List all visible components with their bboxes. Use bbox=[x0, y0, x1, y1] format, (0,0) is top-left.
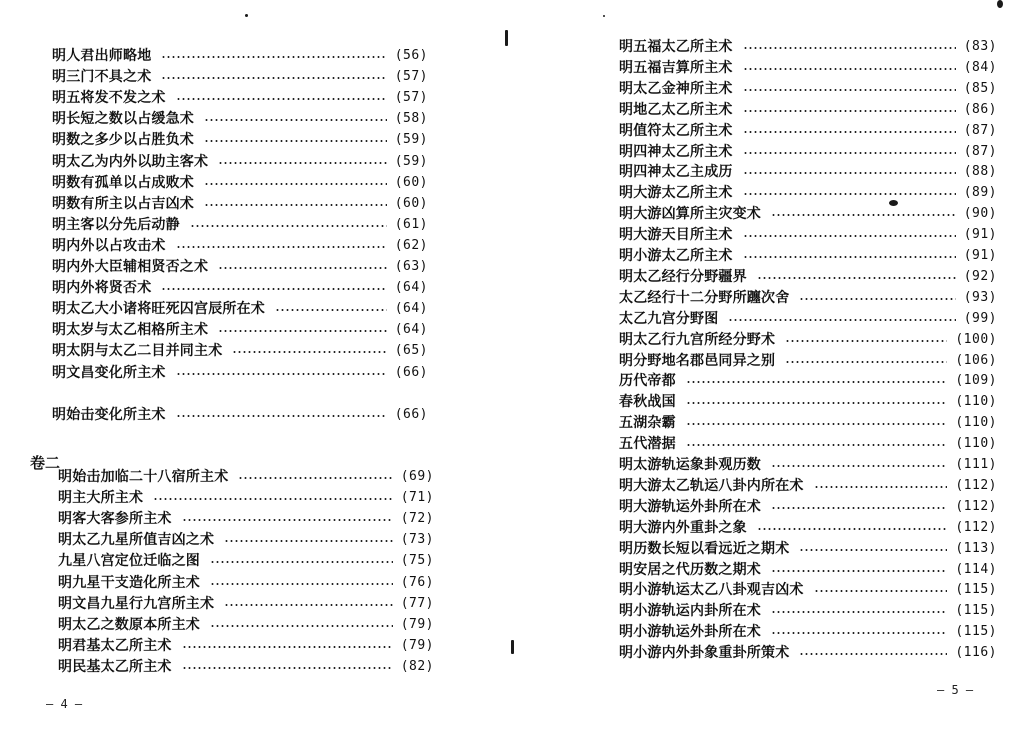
toc-entry-title: 明太岁与太乙相格所主术 bbox=[52, 322, 209, 339]
toc-entry bbox=[619, 288, 997, 308]
dot-leader bbox=[743, 110, 956, 112]
toc-entry-title: 明大游轨运外卦所在术 bbox=[619, 498, 761, 515]
toc-entry bbox=[619, 392, 997, 412]
dot-leader bbox=[232, 351, 386, 353]
toc-entry-title: 明内外大臣辅相贤否之术 bbox=[52, 259, 209, 275]
dot-leader bbox=[785, 340, 947, 342]
toc-entry bbox=[619, 37, 997, 57]
toc-entry-title: 明值符太乙所主术 bbox=[619, 122, 733, 139]
toc-entry bbox=[52, 320, 428, 340]
dot-leader bbox=[743, 152, 956, 154]
dot-leader bbox=[771, 214, 956, 216]
toc-entry-title: 明三门不具之术 bbox=[52, 69, 152, 86]
toc-entry bbox=[619, 246, 997, 266]
toc-entry-title: 明太乙大小诸将旺死囚宫辰所在术 bbox=[52, 301, 265, 318]
left-page bbox=[0, 0, 500, 733]
dot-leader bbox=[771, 632, 947, 634]
toc-entry bbox=[619, 497, 997, 517]
toc-entry bbox=[52, 173, 428, 193]
toc-entry-page: (65) bbox=[394, 343, 428, 359]
toc-entry-title: 明数有所主以占吉凶术 bbox=[52, 195, 194, 212]
toc-entry-title: 明大游太乙轨运八卦内所在术 bbox=[619, 477, 804, 494]
toc-entry-title: 明九星干支造化所主术 bbox=[58, 574, 200, 591]
toc-entry-title: 明数有孤单以占成败术 bbox=[52, 174, 194, 191]
toc-entry bbox=[52, 109, 428, 129]
toc-entry-page: (82) bbox=[400, 658, 434, 674]
toc-entry bbox=[619, 560, 997, 580]
toc-entry bbox=[58, 551, 434, 571]
toc-entry bbox=[619, 330, 997, 350]
dot-leader bbox=[799, 298, 955, 300]
toc-entry bbox=[58, 657, 434, 677]
toc-entry bbox=[619, 162, 997, 182]
page-number-left: — 4 — bbox=[46, 697, 83, 711]
dot-leader bbox=[182, 519, 393, 521]
dot-leader bbox=[771, 465, 947, 467]
toc-entry-page: (87) bbox=[963, 143, 997, 159]
toc-entry bbox=[619, 476, 997, 496]
toc-entry-page: (64) bbox=[394, 301, 428, 317]
toc-entry-title: 九星八宫定位迁临之图 bbox=[58, 553, 200, 570]
toc-entry bbox=[58, 615, 434, 635]
toc-entry-page: (57) bbox=[394, 90, 428, 106]
toc-entry-page: (60) bbox=[394, 195, 428, 211]
toc-entry bbox=[52, 363, 428, 383]
toc-entry-title: 明内外以占攻击术 bbox=[52, 237, 166, 254]
toc-entry-page: (112) bbox=[955, 477, 997, 493]
toc-entry-page: (79) bbox=[400, 616, 434, 632]
toc-entry-title: 明历数长短以看远近之期术 bbox=[619, 540, 790, 557]
dot-leader bbox=[686, 423, 948, 425]
toc-entry bbox=[52, 194, 428, 214]
toc-entry-page: (59) bbox=[394, 153, 428, 169]
dot-leader bbox=[190, 225, 387, 227]
toc-entry-title: 明分野地名郡邑同异之别 bbox=[619, 352, 776, 369]
toc-entry-page: (58) bbox=[394, 111, 428, 127]
toc-entry bbox=[619, 455, 997, 475]
toc-entry-page: (66) bbox=[394, 407, 428, 422]
toc-entry-page: (75) bbox=[400, 553, 434, 569]
toc-entry-title: 明始击变化所主术 bbox=[52, 407, 166, 423]
toc-entry-title: 明小游内外卦象重卦所策术 bbox=[619, 645, 790, 662]
toc-entry bbox=[619, 121, 997, 141]
toc-entry-title: 明君基太乙所主术 bbox=[58, 637, 172, 654]
toc-entry-page: (73) bbox=[400, 532, 434, 548]
toc-entry-title: 明内外将贤否术 bbox=[52, 280, 152, 297]
toc-entry-title: 明小游轨运内卦所在术 bbox=[619, 603, 761, 620]
dot-leader bbox=[204, 140, 387, 142]
toc-entry-title: 明文昌九星行九宫所主术 bbox=[58, 595, 215, 612]
toc-entry-title: 明长短之数以占缓急术 bbox=[52, 111, 194, 128]
toc-entry-page: (99) bbox=[963, 310, 997, 326]
dot-leader bbox=[224, 604, 392, 606]
toc-entry-page: (89) bbox=[963, 185, 997, 201]
dot-leader bbox=[743, 89, 956, 91]
toc-entry-page: (92) bbox=[963, 268, 997, 284]
toc-entry bbox=[619, 643, 997, 663]
toc-entry-title: 明五福吉算所主术 bbox=[619, 59, 733, 76]
toc-entry-page: (90) bbox=[963, 206, 997, 222]
dot-leader bbox=[686, 402, 948, 404]
toc-entry bbox=[619, 351, 997, 371]
toc-entry bbox=[52, 278, 428, 298]
toc-entry-page: (64) bbox=[394, 280, 428, 296]
toc-entry-page: (88) bbox=[963, 164, 997, 180]
dot-leader bbox=[743, 256, 956, 258]
dot-leader bbox=[275, 309, 387, 311]
dot-leader bbox=[176, 246, 387, 248]
toc-entry-title: 明五福太乙所主术 bbox=[619, 39, 733, 55]
toc-entry-page: (113) bbox=[955, 540, 997, 556]
toc-entry-title: 明大游天目所主术 bbox=[619, 227, 733, 244]
toc-entry-page: (112) bbox=[955, 519, 997, 535]
toc-entry bbox=[58, 594, 434, 614]
dot-leader bbox=[757, 277, 956, 279]
dot-leader bbox=[161, 288, 386, 290]
toc-entry-page: (59) bbox=[394, 132, 428, 148]
toc-entry bbox=[619, 601, 997, 621]
toc-entry bbox=[619, 539, 997, 559]
toc-entry-page: (116) bbox=[955, 645, 997, 661]
dot-leader bbox=[771, 611, 947, 613]
toc-entry-title: 明始击加临二十八宿所主术 bbox=[58, 469, 229, 485]
toc-entry-title: 明文昌变化所主术 bbox=[52, 364, 166, 381]
dot-leader bbox=[799, 549, 947, 551]
toc-entry-title: 明大游内外重卦之象 bbox=[619, 519, 747, 536]
dot-leader bbox=[210, 583, 393, 585]
toc-entry bbox=[619, 371, 997, 391]
toc-entry-title: 明太乙九星所值吉凶之术 bbox=[58, 532, 215, 549]
scan-speck bbox=[245, 14, 248, 17]
toc-entry-page: (110) bbox=[955, 394, 997, 410]
toc-entry-page: (91) bbox=[963, 227, 997, 243]
toc-entry-title: 明小游轨运外卦所在术 bbox=[619, 624, 761, 641]
toc-entry-title: 明小游太乙所主术 bbox=[619, 248, 733, 264]
toc-entry-title: 明地乙太乙所主术 bbox=[619, 101, 733, 118]
toc-entry-page: (114) bbox=[955, 561, 997, 577]
dot-leader bbox=[771, 570, 947, 572]
toc-entry bbox=[619, 100, 997, 120]
toc-entry-title: 明太乙之数原本所主术 bbox=[58, 616, 200, 633]
toc-entry bbox=[52, 236, 428, 256]
toc-entry-page: (62) bbox=[394, 237, 428, 253]
dot-leader bbox=[204, 204, 387, 206]
toc-entry bbox=[619, 267, 997, 287]
toc-entry-title: 明主客以分先后动静 bbox=[52, 216, 180, 233]
dot-leader bbox=[182, 667, 393, 669]
toc-entry bbox=[619, 142, 997, 162]
dot-leader bbox=[743, 68, 956, 70]
toc-entry-title: 太乙经行十二分野所躔次舍 bbox=[619, 289, 790, 306]
toc-entry-page: (93) bbox=[963, 289, 997, 305]
toc-entry-title: 明太乙经行分野疆界 bbox=[619, 268, 747, 285]
scan-speck bbox=[603, 15, 605, 17]
dot-leader bbox=[728, 319, 955, 321]
dot-leader bbox=[771, 507, 947, 509]
toc-entry-title: 明主大所主术 bbox=[58, 490, 144, 507]
toc-entry-title: 明太乙金神所主术 bbox=[619, 80, 733, 97]
toc-entry-page: (83) bbox=[963, 39, 997, 54]
toc-entry-page: (76) bbox=[400, 574, 434, 590]
dot-leader bbox=[814, 590, 948, 592]
dot-leader bbox=[743, 47, 956, 49]
toc-entry bbox=[619, 204, 997, 224]
scan-speck bbox=[505, 30, 508, 46]
toc-entry-page: (109) bbox=[955, 373, 997, 389]
toc-entry bbox=[619, 79, 997, 99]
toc-entry bbox=[52, 405, 428, 425]
toc-entry-page: (91) bbox=[963, 248, 997, 263]
toc-entry bbox=[58, 636, 434, 656]
toc-entry bbox=[58, 530, 434, 550]
toc-entry-title: 五湖杂霸 bbox=[619, 415, 676, 432]
toc-entry-title: 明太游轨运象卦观历数 bbox=[619, 457, 761, 473]
dot-leader bbox=[204, 183, 387, 185]
dot-leader bbox=[218, 330, 386, 332]
scan-speck bbox=[997, 0, 1003, 8]
toc-entry-title: 太乙九宫分野图 bbox=[619, 310, 719, 327]
toc-entry-page: (115) bbox=[955, 603, 997, 619]
toc-entry-page: (77) bbox=[400, 595, 434, 611]
toc-entry bbox=[58, 573, 434, 593]
dot-leader bbox=[176, 415, 387, 417]
dot-leader bbox=[161, 56, 386, 58]
toc-entry-title: 明小游轨运太乙八卦观吉凶术 bbox=[619, 582, 804, 599]
toc-entry-title: 明人君出师略地 bbox=[52, 48, 152, 64]
toc-entry-title: 明四神太乙主成历 bbox=[619, 164, 733, 181]
toc-entry-page: (69) bbox=[400, 469, 434, 484]
dot-leader bbox=[224, 540, 392, 542]
toc-entry-title: 明四神太乙所主术 bbox=[619, 143, 733, 160]
toc-entry-title: 明五将发不发之术 bbox=[52, 90, 166, 107]
toc-entry-page: (115) bbox=[955, 582, 997, 598]
toc-entry-title: 明太阴与太乙二目并同主术 bbox=[52, 343, 223, 360]
toc-entry bbox=[619, 518, 997, 538]
toc-entry-title: 五代潜据 bbox=[619, 436, 676, 453]
toc-entry bbox=[52, 46, 428, 66]
toc-entry-page: (115) bbox=[955, 624, 997, 640]
toc-entry-title: 明安居之代历数之期术 bbox=[619, 561, 761, 578]
right-page bbox=[515, 0, 1030, 733]
toc-entry bbox=[58, 467, 434, 487]
toc-entry-title: 明太乙为内外以助主客术 bbox=[52, 153, 209, 170]
dot-leader bbox=[161, 77, 386, 79]
toc-entry-title: 明客大客参所主术 bbox=[58, 511, 172, 528]
toc-entry-title: 明民基太乙所主术 bbox=[58, 658, 172, 675]
toc-entry bbox=[52, 341, 428, 361]
toc-entry-page: (66) bbox=[394, 364, 428, 380]
toc-entry-page: (86) bbox=[963, 101, 997, 117]
dot-leader bbox=[176, 373, 387, 375]
dot-leader bbox=[785, 361, 947, 363]
toc-entry-page: (110) bbox=[955, 415, 997, 431]
dot-leader bbox=[743, 172, 956, 174]
toc-entry-page: (85) bbox=[963, 80, 997, 96]
toc-entry bbox=[58, 488, 434, 508]
toc-entry-page: (87) bbox=[963, 122, 997, 138]
dot-leader bbox=[743, 131, 956, 133]
dot-leader bbox=[153, 498, 392, 500]
toc-entry-page: (71) bbox=[400, 490, 434, 506]
toc-entry-title: 明太乙行九宫所经分野术 bbox=[619, 331, 776, 348]
toc-entry-page: (72) bbox=[400, 511, 434, 527]
toc-entry bbox=[619, 183, 997, 203]
page-number-right: — 5 — bbox=[937, 683, 974, 697]
toc-entry-page: (61) bbox=[394, 216, 428, 232]
dot-leader bbox=[238, 477, 392, 479]
dot-leader bbox=[176, 98, 387, 100]
toc-entry-page: (63) bbox=[394, 259, 428, 274]
toc-entry-page: (56) bbox=[394, 48, 428, 63]
toc-entry bbox=[52, 130, 428, 150]
toc-entry-page: (57) bbox=[394, 69, 428, 85]
toc-entry bbox=[52, 88, 428, 108]
toc-entry bbox=[619, 622, 997, 642]
dot-leader bbox=[204, 119, 387, 121]
toc-entry-page: (64) bbox=[394, 322, 428, 338]
dot-leader bbox=[218, 162, 386, 164]
toc-entry bbox=[619, 580, 997, 600]
toc-entry-page: (60) bbox=[394, 174, 428, 190]
dot-leader bbox=[686, 381, 948, 383]
toc-entry bbox=[619, 58, 997, 78]
toc-entry bbox=[52, 67, 428, 87]
toc-entry-page: (100) bbox=[955, 331, 997, 347]
toc-entry bbox=[52, 215, 428, 235]
toc-entry bbox=[619, 434, 997, 454]
toc-entry-page: (110) bbox=[955, 436, 997, 452]
toc-entry-page: (79) bbox=[400, 637, 434, 653]
toc-entry bbox=[52, 152, 428, 172]
dot-leader bbox=[218, 267, 386, 269]
toc-entry bbox=[52, 257, 428, 277]
toc-entry bbox=[619, 225, 997, 245]
toc-entry-page: (84) bbox=[963, 59, 997, 75]
dot-leader bbox=[182, 646, 393, 648]
section-heading-volume-two: 卷二 bbox=[30, 454, 61, 472]
dot-leader bbox=[686, 444, 948, 446]
dot-leader bbox=[814, 486, 948, 488]
toc-entry-title: 春秋战国 bbox=[619, 394, 676, 411]
toc-entry-title: 明大游凶算所主灾变术 bbox=[619, 206, 761, 223]
toc-entry-page: (112) bbox=[955, 498, 997, 514]
toc-entry-title: 明数之多少以占胜负术 bbox=[52, 132, 194, 149]
scan-speck bbox=[889, 200, 898, 206]
scan-speck bbox=[511, 640, 514, 654]
dot-leader bbox=[743, 193, 956, 195]
toc-entry-page: (111) bbox=[955, 457, 997, 472]
toc-entry bbox=[58, 509, 434, 529]
toc-entry-title: 明大游太乙所主术 bbox=[619, 185, 733, 202]
dot-leader bbox=[799, 653, 947, 655]
toc-entry-title: 历代帝都 bbox=[619, 373, 676, 390]
toc-entry bbox=[619, 413, 997, 433]
dot-leader bbox=[757, 528, 948, 530]
dot-leader bbox=[210, 561, 393, 563]
toc-entry bbox=[52, 299, 428, 319]
toc-entry bbox=[619, 309, 997, 329]
dot-leader bbox=[743, 235, 956, 237]
dot-leader bbox=[210, 625, 393, 627]
toc-entry-page: (106) bbox=[955, 352, 997, 368]
